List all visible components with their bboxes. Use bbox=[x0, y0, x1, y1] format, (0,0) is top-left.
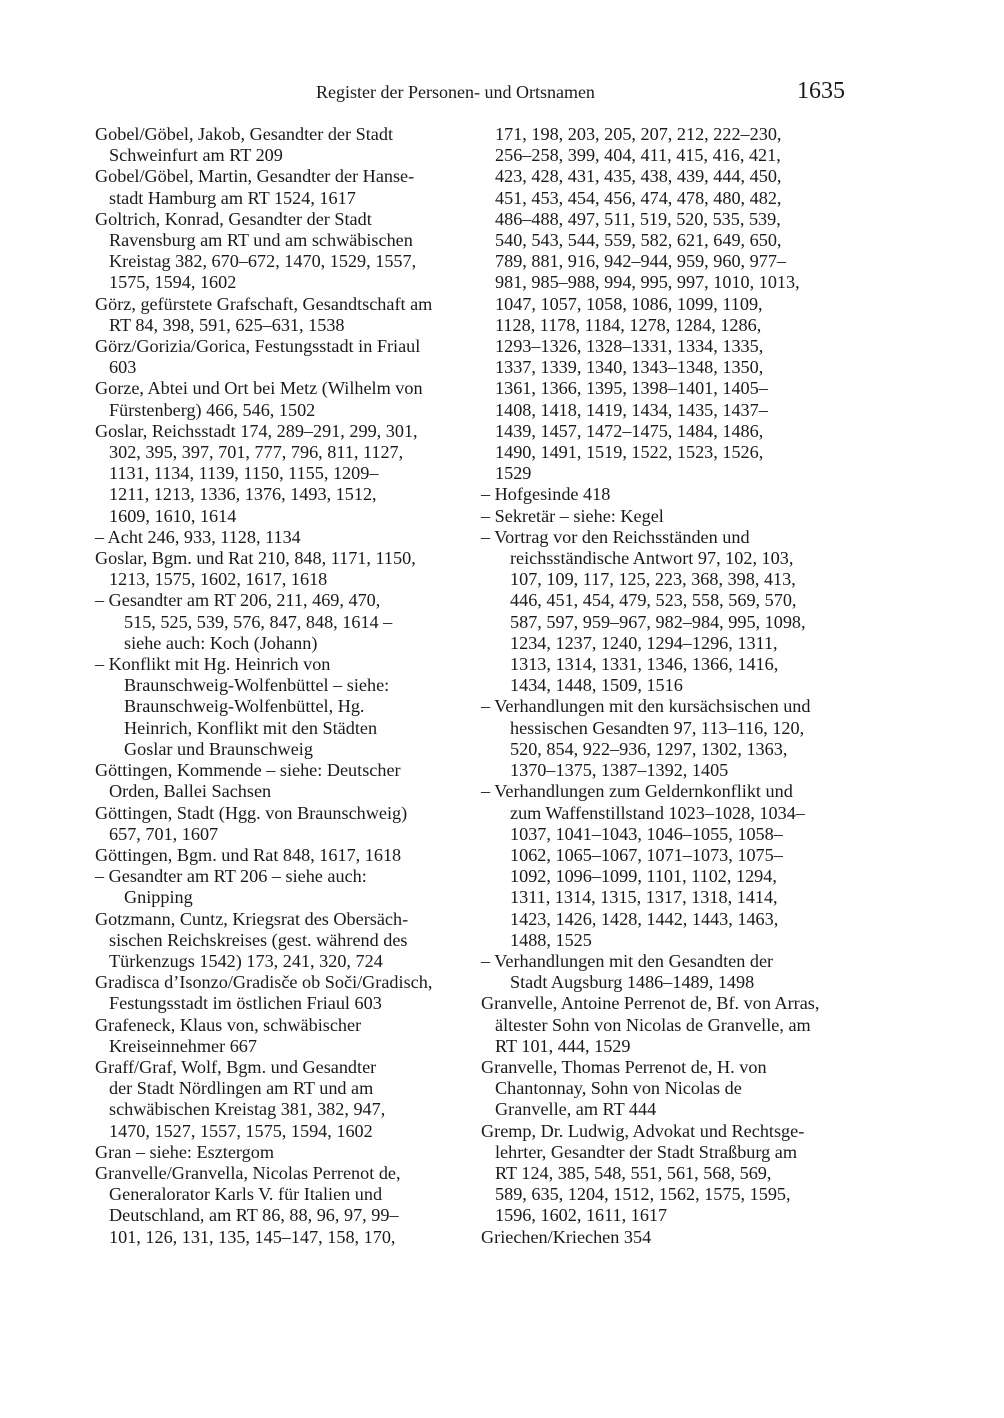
index-line: 446, 451, 454, 479, 523, 558, 569, 570, bbox=[510, 590, 797, 611]
index-line: Orden, Ballei Sachsen bbox=[109, 781, 272, 802]
index-line: 789, 881, 916, 942–944, 959, 960, 977– bbox=[495, 251, 786, 272]
index-line: 1311, 1314, 1315, 1317, 1318, 1414, bbox=[510, 887, 778, 908]
index-line: – Gesandter am RT 206 – siehe auch: bbox=[95, 866, 367, 887]
index-line: Granvelle, am RT 444 bbox=[495, 1099, 657, 1120]
index-line: 1131, 1134, 1139, 1150, 1155, 1209– bbox=[109, 463, 379, 484]
index-line: der Stadt Nördlingen am RT und am bbox=[109, 1078, 374, 1099]
index-line: 1434, 1448, 1509, 1516 bbox=[510, 675, 683, 696]
running-header-title: Register der Personen- und Ortsnamen bbox=[316, 82, 595, 102]
index-line: Gorze, Abtei und Ort bei Metz (Wilhelm von bbox=[95, 378, 423, 399]
index-line: – Verhandlungen mit den Gesandten der bbox=[481, 950, 774, 971]
index-line: – Konflikt mit Hg. Heinrich von bbox=[95, 654, 331, 675]
index-line: Görz, gefürstete Grafschaft, Gesandtschaft am bbox=[95, 293, 433, 314]
index-column-left bbox=[95, 124, 465, 1248]
index-line: Schweinfurt am RT 209 bbox=[109, 145, 283, 166]
index-line: ältester Sohn von Nicolas de Granvelle, am bbox=[495, 1014, 811, 1035]
index-line: sischen Reichskreises (gest. während des bbox=[109, 929, 408, 950]
index-line: Kreistag 382, 670–672, 1470, 1529, 1557, bbox=[109, 251, 417, 272]
index-line: RT 124, 385, 548, 551, 561, 568, 569, bbox=[495, 1162, 772, 1183]
index-line: 1470, 1527, 1557, 1575, 1594, 1602 bbox=[109, 1120, 373, 1141]
index-line: 1337, 1339, 1340, 1343–1348, 1350, bbox=[495, 357, 764, 378]
index-line: RT 101, 444, 1529 bbox=[495, 1035, 631, 1056]
index-line: – Gesandter am RT 206, 211, 469, 470, bbox=[95, 590, 381, 611]
index-line: Grafeneck, Klaus von, schwäbischer bbox=[95, 1014, 362, 1035]
index-line: 107, 109, 117, 125, 223, 368, 398, 413, bbox=[510, 569, 796, 590]
index-line: 171, 198, 203, 205, 207, 212, 222–230, bbox=[495, 124, 782, 144]
index-line: Chantonnay, Sohn von Nicolas de bbox=[495, 1078, 742, 1099]
index-line: Stadt Augsburg 1486–1489, 1498 bbox=[510, 972, 755, 993]
index-line: Griechen/Kriechen 354 bbox=[481, 1226, 652, 1247]
index-line: Türkenzugs 1542) 173, 241, 320, 724 bbox=[109, 950, 383, 971]
index-line: Göttingen, Bgm. und Rat 848, 1617, 1618 bbox=[95, 844, 402, 865]
index-line: 657, 701, 1607 bbox=[109, 823, 219, 844]
index-line: stadt Hamburg am RT 1524, 1617 bbox=[109, 187, 356, 208]
index-line: 256–258, 399, 404, 411, 415, 416, 421, bbox=[495, 145, 781, 166]
index-line: reichsständische Antwort 97, 102, 103, bbox=[510, 548, 794, 569]
index-column-right bbox=[481, 124, 853, 1248]
index-line: Heinrich, Konflikt mit den Städten bbox=[124, 717, 378, 738]
index-line: zum Waffenstillstand 1023–1028, 1034– bbox=[510, 802, 805, 823]
index-line: 1439, 1457, 1472–1475, 1484, 1486, bbox=[495, 420, 764, 441]
index-line: Fürstenberg) 466, 546, 1502 bbox=[109, 399, 316, 420]
index-line: – Verhandlungen mit den kursächsischen und bbox=[481, 696, 811, 717]
index-line: Goslar und Braunschweig bbox=[124, 738, 313, 759]
page-number: 1635 bbox=[797, 78, 845, 104]
index-line: 1370–1375, 1387–1392, 1405 bbox=[510, 760, 729, 781]
index-line: schwäbischen Kreistag 381, 382, 947, bbox=[109, 1099, 386, 1120]
index-line: 1490, 1491, 1519, 1522, 1523, 1526, bbox=[495, 442, 764, 463]
index-line: Gradisca d’Isonzo/Gradisče ob Soči/Gradisch, bbox=[95, 972, 433, 993]
index-line: Goslar, Reichsstadt 174, 289–291, 299, 301, bbox=[95, 420, 418, 441]
index-line: Generalorator Karls V. für Italien und bbox=[109, 1184, 383, 1205]
index-line: Kreiseinnehmer 667 bbox=[109, 1035, 257, 1056]
index-line: RT 84, 398, 591, 625–631, 1538 bbox=[109, 314, 345, 335]
index-line: 1128, 1178, 1184, 1278, 1284, 1286, bbox=[495, 314, 762, 335]
index-line: 423, 428, 431, 435, 438, 439, 444, 450, bbox=[495, 166, 782, 187]
index-line: 1062, 1065–1067, 1071–1073, 1075– bbox=[510, 844, 783, 865]
index-line: 1575, 1594, 1602 bbox=[109, 272, 237, 293]
index-line: 1313, 1314, 1331, 1346, 1366, 1416, bbox=[510, 654, 779, 675]
index-line: 520, 854, 922–936, 1297, 1302, 1363, bbox=[510, 738, 788, 759]
index-line: 1293–1326, 1328–1331, 1334, 1335, bbox=[495, 336, 764, 357]
index-line: siehe auch: Koch (Johann) bbox=[124, 632, 318, 653]
index-line: 981, 985–988, 994, 995, 997, 1010, 1013, bbox=[495, 272, 800, 293]
index-line: Gobel/Göbel, Jakob, Gesandter der Stadt bbox=[95, 124, 393, 144]
index-line: Granvelle, Antoine Perrenot de, Bf. von Arras, bbox=[481, 993, 820, 1014]
index-line: 589, 635, 1204, 1512, 1562, 1575, 1595, bbox=[495, 1184, 791, 1205]
index-line: Gremp, Dr. Ludwig, Advokat und Rechtsge- bbox=[481, 1120, 805, 1141]
index-line: Ravensburg am RT und am schwäbischen bbox=[109, 230, 413, 251]
index-line: 451, 453, 454, 456, 474, 478, 480, 482, bbox=[495, 187, 782, 208]
index-line: 1596, 1602, 1611, 1617 bbox=[495, 1205, 668, 1226]
index-line: Göttingen, Stadt (Hgg. von Braunschweig) bbox=[95, 802, 408, 823]
index-line: 1037, 1041–1043, 1046–1055, 1058– bbox=[510, 823, 783, 844]
index-line: 1047, 1057, 1058, 1086, 1099, 1109, bbox=[495, 293, 763, 314]
index-line: 302, 395, 397, 701, 777, 796, 811, 1127, bbox=[109, 442, 404, 463]
index-line: 1092, 1096–1099, 1101, 1102, 1294, bbox=[510, 866, 777, 887]
index-line: Goslar, Bgm. und Rat 210, 848, 1171, 1150, bbox=[95, 548, 416, 569]
index-line: Gotzmann, Cuntz, Kriegsrat des Obersäch- bbox=[95, 908, 409, 929]
index-line: lehrter, Gesandter der Stadt Straßburg am bbox=[495, 1141, 797, 1162]
index-line: 1529 bbox=[495, 463, 532, 484]
index-line: 540, 543, 544, 559, 582, 621, 649, 650, bbox=[495, 230, 782, 251]
index-line: 486–488, 497, 511, 519, 520, 535, 539, bbox=[495, 208, 781, 229]
index-line: Granvelle, Thomas Perrenot de, H. von bbox=[481, 1056, 767, 1077]
index-line: Gobel/Göbel, Martin, Gesandter der Hanse- bbox=[95, 166, 415, 187]
index-line: 1213, 1575, 1602, 1617, 1618 bbox=[109, 569, 328, 590]
index-line: Granvelle/Granvella, Nicolas Perrenot de, bbox=[95, 1162, 401, 1183]
index-line: 515, 525, 539, 576, 847, 848, 1614 – bbox=[124, 611, 393, 632]
index-line: – Verhandlungen zum Geldernkonflikt und bbox=[481, 781, 793, 802]
index-line: – Acht 246, 933, 1128, 1134 bbox=[95, 526, 301, 547]
index-line: – Hofgesinde 418 bbox=[481, 484, 611, 505]
index-line: 1211, 1213, 1336, 1376, 1493, 1512, bbox=[109, 484, 377, 505]
index-line: Graff/Graf, Wolf, Bgm. und Gesandter bbox=[95, 1056, 377, 1077]
index-line: Goltrich, Konrad, Gesandter der Stadt bbox=[95, 208, 372, 229]
index-line: Festungsstadt im östlichen Friaul 603 bbox=[109, 993, 382, 1014]
index-line: Göttingen, Kommende – siehe: Deutscher bbox=[95, 760, 401, 781]
index-line: Görz/Gorizia/Gorica, Festungsstadt in Friaul bbox=[95, 336, 421, 357]
index-line: 587, 597, 959–967, 982–984, 995, 1098, bbox=[510, 611, 806, 632]
index-line: 1361, 1366, 1395, 1398–1401, 1405– bbox=[495, 378, 768, 399]
index-line: Gran – siehe: Esztergom bbox=[95, 1141, 274, 1162]
index-line: Deutschland, am RT 86, 88, 96, 97, 99– bbox=[109, 1205, 399, 1226]
index-line: – Vortrag vor den Reichsständen und bbox=[481, 526, 750, 547]
index-line: – Sekretär – siehe: Kegel bbox=[481, 505, 664, 526]
index-line: 1609, 1610, 1614 bbox=[109, 505, 237, 526]
index-line: 1423, 1426, 1428, 1442, 1443, 1463, bbox=[510, 908, 779, 929]
index-line: Braunschweig-Wolfenbüttel, Hg. bbox=[124, 696, 365, 717]
index-line: Braunschweig-Wolfenbüttel – siehe: bbox=[124, 675, 390, 696]
index-line: 1408, 1418, 1419, 1434, 1435, 1437– bbox=[495, 399, 768, 420]
index-line: hessischen Gesandten 97, 113–116, 120, bbox=[510, 717, 805, 738]
index-line: 603 bbox=[109, 357, 137, 378]
index-line: 101, 126, 131, 135, 145–147, 158, 170, bbox=[109, 1226, 396, 1247]
index-line: 1234, 1237, 1240, 1294–1296, 1311, bbox=[510, 632, 778, 653]
index-line: 1488, 1525 bbox=[510, 929, 592, 950]
index-line: Gnipping bbox=[124, 887, 193, 908]
